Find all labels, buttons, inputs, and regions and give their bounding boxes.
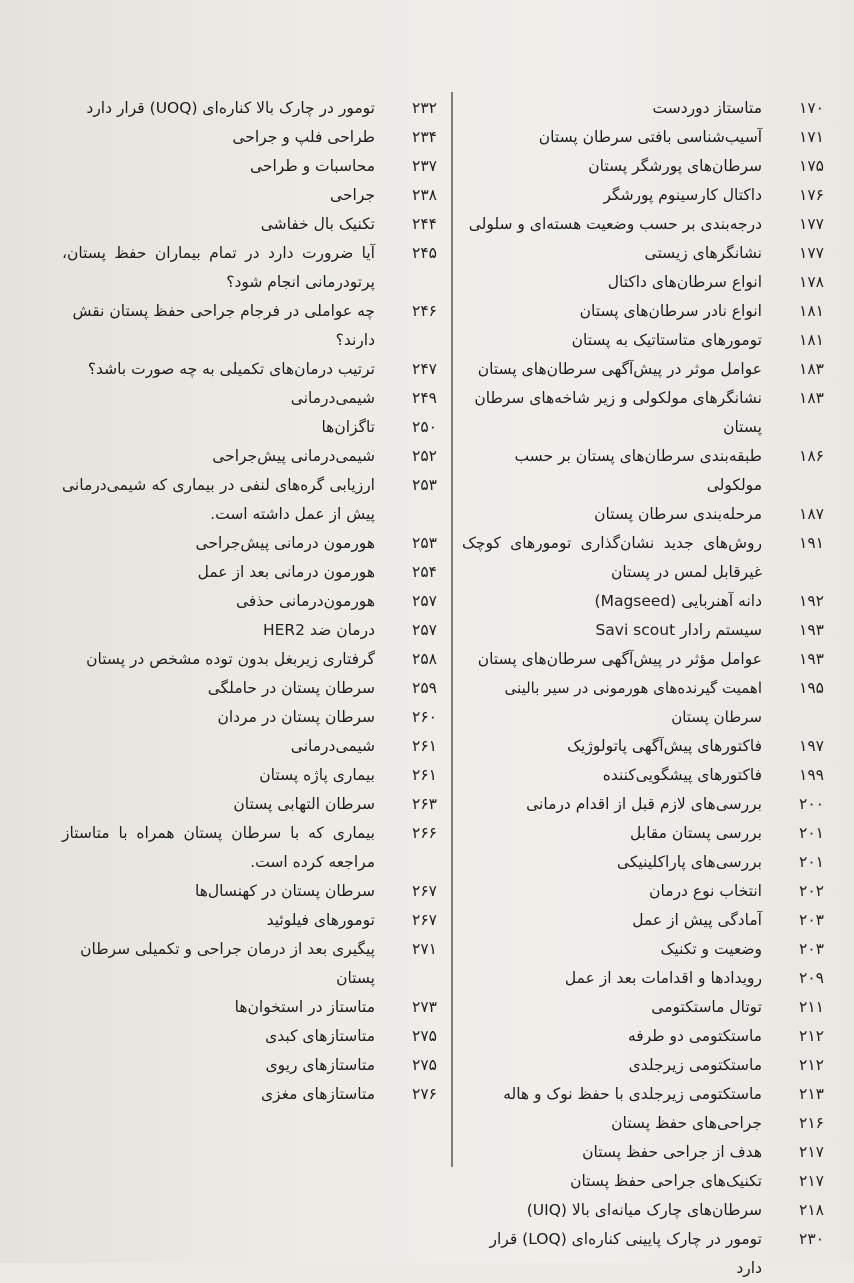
toc-page-number: ۲۴۹ [412, 389, 437, 407]
toc-entry-title: شیمی‌درمانی پیش‌جراحی [212, 447, 375, 465]
toc-entry [462, 152, 824, 181]
toc-entry [462, 645, 824, 674]
toc-entry-title: گرفتاری زیربغل بدون توده مشخص در پستان [86, 650, 375, 668]
toc-entry-title: فاکتورهای پیشگویی‌کننده [602, 766, 762, 784]
toc-entry-title: سیستم رادار Savi scout [595, 621, 762, 639]
toc-entry [62, 210, 437, 239]
toc-entry [462, 935, 824, 964]
toc-page-number: ۲۶۱ [412, 737, 437, 755]
toc-entry [62, 674, 437, 703]
toc-page-number: ۱۸۳ [799, 389, 824, 407]
toc-entry [462, 1109, 824, 1138]
toc-page-number: ۱۸۷ [799, 505, 824, 523]
toc-entry [62, 935, 437, 993]
toc-entry-title: شیمی‌درمانی [290, 737, 375, 755]
toc-page-number: ۲۵۰ [412, 418, 437, 436]
toc-entry [462, 1022, 824, 1051]
toc-entry-title: مرحله‌بندی سرطان پستان [594, 505, 762, 523]
toc-page-number: ۲۱۱ [799, 998, 824, 1016]
toc-left-column [62, 94, 437, 1109]
toc-entry-title: ارزیابی گره‌های لنفی در بیماری که شیمی‌درمانی پیش از عمل داشته است. [62, 476, 375, 523]
toc-entry-title: طراحی فلپ و جراحی [232, 128, 375, 146]
toc-entry [62, 1022, 437, 1051]
toc-entry [462, 906, 824, 935]
toc-page-number: ۱۹۷ [799, 737, 824, 755]
toc-page-number: ۲۵۳ [412, 534, 437, 552]
toc-page-number: ۱۹۳ [799, 650, 824, 668]
toc-entry-title: درجه‌بندی بر حسب وضعیت هسته‌ای و سلولی [468, 215, 762, 233]
toc-entry [462, 326, 824, 355]
toc-entry [62, 94, 437, 123]
toc-page-number: ۲۷۵ [412, 1027, 437, 1045]
toc-page-number: ۱۷۰ [799, 99, 824, 117]
toc-entry [62, 703, 437, 732]
toc-entry-title: سرطان‌های چارک میانه‌ای بالا (UIQ) [526, 1201, 762, 1219]
toc-entry [462, 848, 824, 877]
toc-entry-title: انتخاب نوع درمان [649, 882, 762, 900]
toc-page-number: ۲۳۸ [412, 186, 437, 204]
toc-page-number: ۲۴۷ [412, 360, 437, 378]
toc-entry [62, 123, 437, 152]
toc-page-number: ۲۶۱ [412, 766, 437, 784]
toc-entry [62, 616, 437, 645]
toc-entry-title: سرطان پستان در حاملگی [207, 679, 375, 697]
toc-entry [462, 790, 824, 819]
toc-entry-title: تکنیک بال خفاشی [260, 215, 375, 233]
toc-entry-title: هورمون درمانی پیش‌جراحی [195, 534, 375, 552]
toc-entry [62, 384, 437, 413]
toc-page-number: ۲۷۶ [412, 1085, 437, 1103]
toc-entry-title: هورمون‌درمانی حذفی [236, 592, 375, 610]
toc-page-number: ۲۰۳ [799, 940, 824, 958]
toc-entry-title: درمان ضد HER2 [262, 621, 375, 639]
toc-entry-title: بررسی پستان مقابل [630, 824, 762, 842]
toc-entry [62, 645, 437, 674]
toc-entry-title: بررسی‌های پاراکلینیکی [616, 853, 762, 871]
toc-entry-title: تومور در چارک پایینی کناره‌ای (LOQ) قرار دارد [489, 1230, 762, 1277]
toc-page-number: ۲۴۵ [412, 244, 437, 262]
toc-entry [462, 1051, 824, 1080]
toc-page-number: ۲۰۳ [799, 911, 824, 929]
toc-page-number: ۱۷۷ [799, 244, 824, 262]
toc-page-number: ۲۵۴ [412, 563, 437, 581]
toc-entry-title: تومورهای متاستاتیک به پستان [571, 331, 762, 349]
toc-entry [62, 993, 437, 1022]
toc-entry [462, 732, 824, 761]
toc-entry-title: جراحی‌های حفظ پستان [611, 1114, 762, 1132]
toc-entry [62, 297, 437, 355]
toc-entry [462, 297, 824, 326]
toc-entry [462, 1138, 824, 1167]
toc-entry-title: انواع سرطان‌های داکتال [607, 273, 762, 291]
toc-entry [462, 993, 824, 1022]
toc-entry-title: رویدادها و اقدامات بعد از عمل [564, 969, 762, 987]
toc-entry-title: بیماری که با سرطان پستان همراه با متاستاز مراجعه کرده است. [62, 824, 375, 871]
toc-page-number: ۲۳۰ [799, 1230, 824, 1248]
toc-page-number: ۲۰۱ [799, 853, 824, 871]
toc-entry [462, 1225, 824, 1283]
toc-entry-title: شیمی‌درمانی [290, 389, 375, 407]
toc-entry-title: عوامل موثر در پیش‌آگهی سرطان‌های پستان [477, 360, 762, 378]
toc-entry [62, 1051, 437, 1080]
toc-entry-title: هورمون درمانی بعد از عمل [197, 563, 375, 581]
toc-page-number: ۱۸۱ [799, 302, 824, 320]
toc-entry-title: چه عواملی در فرجام جراحی حفظ پستان نقش دارند؟ [72, 302, 375, 349]
toc-entry [62, 152, 437, 181]
toc-entry [62, 529, 437, 558]
toc-entry-title: نشانگرهای مولکولی و زیر شاخه‌های سرطان پستان [474, 389, 762, 436]
toc-entry-title: عوامل مؤثر در پیش‌آگهی سرطان‌های پستان [477, 650, 762, 668]
toc-entry [62, 239, 437, 297]
toc-page-number: ۲۷۱ [412, 940, 437, 958]
toc-page-number: ۲۶۷ [412, 911, 437, 929]
toc-page-number: ۲۱۳ [799, 1085, 824, 1103]
toc-page-number: ۱۷۷ [799, 215, 824, 233]
toc-entry-title: تکنیک‌های جراحی حفظ پستان [570, 1172, 762, 1190]
toc-page-number: ۲۵۳ [412, 476, 437, 494]
toc-entry [62, 1080, 437, 1109]
toc-entry [462, 587, 824, 616]
toc-entry [62, 355, 437, 384]
toc-entry-title: روش‌های جدید نشان‌گذاری تومورهای کوچک غیرقابل لمس در پستان [462, 534, 762, 581]
toc-entry [462, 1167, 824, 1196]
toc-page-number: ۱۹۵ [799, 679, 824, 697]
toc-entry [62, 877, 437, 906]
toc-page-number: ۲۰۲ [799, 882, 824, 900]
column-divider [451, 92, 453, 1167]
toc-entry [462, 616, 824, 645]
toc-page-number: ۱۹۹ [799, 766, 824, 784]
toc-page-number: ۱۸۳ [799, 360, 824, 378]
toc-entry-title: جراحی [330, 186, 375, 204]
toc-entry-title: متاستازهای مغزی [261, 1085, 375, 1103]
toc-page-number: ۲۵۹ [412, 679, 437, 697]
toc-entry-title: تومور در چارک بالا کناره‌ای (UOQ) قرار دارد [86, 99, 375, 117]
toc-page-number: ۲۵۷ [412, 621, 437, 639]
toc-page-number: ۱۹۲ [799, 592, 824, 610]
toc-entry [462, 94, 824, 123]
toc-page-number: ۲۱۷ [799, 1143, 824, 1161]
toc-page-number: ۲۶۷ [412, 882, 437, 900]
toc-entry [462, 877, 824, 906]
toc-page-number: ۲۴۴ [412, 215, 437, 233]
toc-entry [462, 268, 824, 297]
toc-page-number: ۲۴۶ [412, 302, 437, 320]
toc-entry-title: متاستاز در استخوان‌ها [234, 998, 375, 1016]
toc-page-number: ۱۷۵ [799, 157, 824, 175]
toc-entry [62, 790, 437, 819]
toc-entry [462, 500, 824, 529]
toc-page-number: ۱۸۶ [799, 447, 824, 465]
toc-page-number: ۲۳۲ [412, 99, 437, 117]
toc-entry-title: بیماری پاژه پستان [259, 766, 375, 784]
toc-entry-title: هدف از جراحی حفظ پستان [582, 1143, 762, 1161]
toc-page-number: ۲۶۶ [412, 824, 437, 842]
toc-entry-title: ماستکتومی دو طرفه [627, 1027, 762, 1045]
toc-entry [62, 587, 437, 616]
toc-entry [462, 210, 824, 239]
toc-page-number: ۱۷۶ [799, 186, 824, 204]
toc-entry-title: متاستازهای کبدی [265, 1027, 375, 1045]
toc-page-number: ۲۱۶ [799, 1114, 824, 1132]
toc-page-number: ۱۹۱ [799, 534, 824, 552]
toc-entry-title: طبقه‌بندی سرطان‌های پستان بر حسب مولکولی [514, 447, 762, 494]
toc-page-number: ۲۵۷ [412, 592, 437, 610]
toc-entry [462, 819, 824, 848]
toc-entry [462, 1196, 824, 1225]
toc-entry-title: تاگزان‌ها [321, 418, 375, 436]
toc-entry [62, 413, 437, 442]
toc-page-number: ۲۳۷ [412, 157, 437, 175]
toc-page-number: ۲۱۲ [799, 1056, 824, 1074]
toc-entry-title: ماستکتومی زیرجلدی با حفظ نوک و هاله [503, 1085, 762, 1103]
toc-entry [462, 239, 824, 268]
toc-page-number: ۲۰۰ [799, 795, 824, 813]
toc-entry-title: پیگیری بعد از درمان جراحی و تکمیلی سرطان پستان [80, 940, 375, 987]
toc-entry-title: داکتال کارسینوم پورشگر [603, 186, 762, 204]
toc-entry [462, 181, 824, 210]
toc-page-number: ۲۶۳ [412, 795, 437, 813]
toc-page-number: ۲۱۷ [799, 1172, 824, 1190]
toc-entry-title: آسیب‌شناسی بافتی سرطان پستان [538, 128, 762, 146]
toc-entry [462, 355, 824, 384]
toc-entry [62, 181, 437, 210]
toc-page-number: ۲۰۱ [799, 824, 824, 842]
toc-entry [62, 471, 437, 529]
toc-page-number: ۲۷۵ [412, 1056, 437, 1074]
toc-entry-title: متاستاز دوردست [652, 99, 762, 117]
toc-entry-title: دانه آهنربایی (Magseed) [594, 592, 762, 610]
toc-entry-title: محاسبات و طراحی [249, 157, 375, 175]
toc-entry [462, 123, 824, 152]
toc-entry [62, 442, 437, 471]
toc-page-number: ۲۷۳ [412, 998, 437, 1016]
toc-entry [462, 964, 824, 993]
toc-entry [462, 384, 824, 442]
toc-page-number: ۲۰۹ [799, 969, 824, 987]
toc-page-number: ۱۷۱ [799, 128, 824, 146]
toc-entry-title: ماستکتومی زیرجلدی [628, 1056, 762, 1074]
toc-right-column [462, 94, 824, 1283]
toc-entry [62, 819, 437, 877]
toc-page-number: ۲۱۸ [799, 1201, 824, 1219]
toc-page-number: ۲۶۰ [412, 708, 437, 726]
toc-entry-title: آیا ضرورت دارد در تمام بیماران حفظ پستان، پرتودرمانی انجام شود؟ [62, 244, 375, 291]
toc-entry-title: سرطان پستان در کهنسال‌ها [195, 882, 375, 900]
toc-entry [462, 529, 824, 587]
toc-entry-title: وضعیت و تکنیک [660, 940, 762, 958]
toc-entry [462, 1080, 824, 1109]
toc-page-number: ۲۵۲ [412, 447, 437, 465]
toc-entry-title: اهمیت گیرنده‌های هورمونی در سیر بالینی سرطان پستان [504, 679, 762, 726]
toc-entry-title: سرطان پستان در مردان [217, 708, 375, 726]
toc-page-number: ۱۸۱ [799, 331, 824, 349]
toc-entry-title: ترتیب درمان‌های تکمیلی به چه صورت باشد؟ [87, 360, 375, 378]
toc-entry-title: بررسی‌های لازم قبل از اقدام درمانی [526, 795, 762, 813]
toc-page-number: ۱۹۳ [799, 621, 824, 639]
toc-entry-title: انواع نادر سرطان‌های پستان [579, 302, 762, 320]
toc-entry [462, 442, 824, 500]
toc-entry-title: تومورهای فیلوئید [266, 911, 375, 929]
toc-page-number: ۲۵۸ [412, 650, 437, 668]
toc-entry-title: فاکتورهای پیش‌آگهی پاتولوژیک [567, 737, 762, 755]
toc-page-number: ۲۳۴ [412, 128, 437, 146]
toc-entry [62, 732, 437, 761]
toc-entry-title: توتال ماستکتومی [651, 998, 762, 1016]
toc-entry-title: سرطان‌های پورشگر پستان [588, 157, 762, 175]
toc-entry-title: نشانگرهای زیستی [644, 244, 762, 262]
toc-entry-title: آمادگی پیش از عمل [632, 911, 762, 929]
toc-entry [462, 674, 824, 732]
toc-entry-title: متاستازهای ریوی [265, 1056, 375, 1074]
toc-entry [62, 906, 437, 935]
toc-entry [62, 558, 437, 587]
toc-entry [62, 761, 437, 790]
toc-page-number: ۲۱۲ [799, 1027, 824, 1045]
toc-entry-title: سرطان التهابی پستان [233, 795, 375, 813]
toc-page-number: ۱۷۸ [799, 273, 824, 291]
toc-entry [462, 761, 824, 790]
